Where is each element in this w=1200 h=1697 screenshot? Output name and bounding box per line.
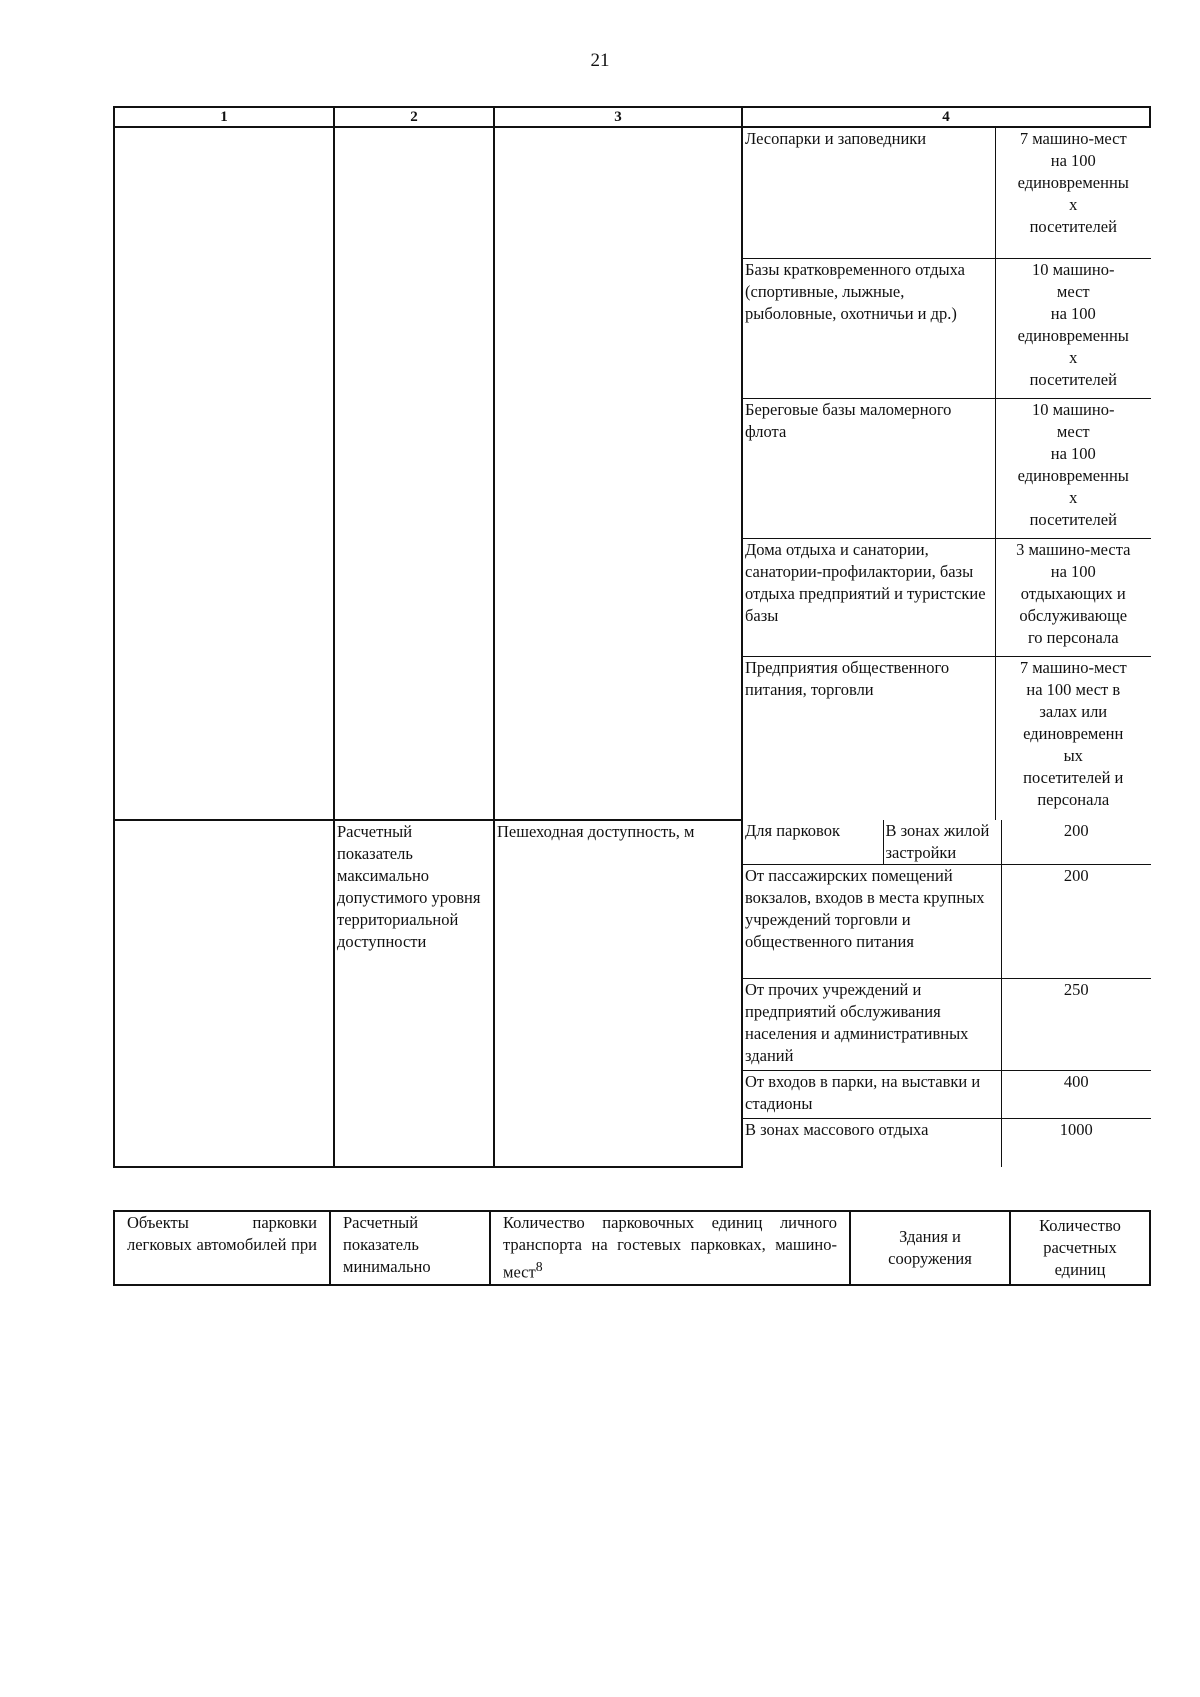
facility-name: Лесопарки и заповедники <box>743 128 995 258</box>
table-row <box>743 865 1151 979</box>
header-buildings: Здания и сооружения <box>850 1211 1010 1285</box>
header-quantity-text: Количество парковочных единиц личного транспорта на гостевых парковках, машино-мест <box>503 1213 837 1282</box>
access-label: От прочих учреждений и предприятий обслуживания населения и административных зданий <box>743 979 1001 1071</box>
parking-norm: 7 машино-мест на 100 единовременны х посетителей <box>995 128 1151 258</box>
main-table <box>113 106 1151 1168</box>
empty-cell <box>494 127 742 820</box>
access-label: В зонах массового отдыха <box>743 1119 1001 1167</box>
header-col-4: 4 <box>742 107 1150 127</box>
facility-name: Предприятия общественного питания, торговли <box>743 656 995 820</box>
next-table-header <box>113 1210 1151 1286</box>
access-value: 400 <box>1001 1071 1151 1119</box>
facility-name: Береговые базы маломерного флота <box>743 398 995 538</box>
empty-cell <box>114 820 334 1167</box>
table-row <box>743 1119 1151 1167</box>
table-row <box>114 1211 1150 1285</box>
access-label: От входов в парки, на выставки и стадионы <box>743 1071 1001 1119</box>
header-row <box>114 107 1150 127</box>
access-value: 200 <box>1001 865 1151 979</box>
page-number: 21 <box>590 50 610 71</box>
access-table <box>743 820 1151 1167</box>
table-row <box>743 128 1151 258</box>
access-sublabel: В зонах жилой застройки <box>883 820 1001 865</box>
footnote-mark: 8 <box>535 1259 543 1274</box>
access-section-row <box>114 820 1150 1167</box>
header-col-2: 2 <box>334 107 494 127</box>
facility-name: Дома отдыха и санатории, санатории-профилактории, базы отдыха предприятий и туристские базы <box>743 538 995 656</box>
table-row <box>743 538 1151 656</box>
table-row <box>743 656 1151 820</box>
parking-norm: 7 машино-мест на 100 мест в залах или единовременн ых посетителей и персонала <box>995 656 1151 820</box>
parking-norm: 10 машино- мест на 100 единовременны х посетителей <box>995 398 1151 538</box>
parking-norm: 10 машино- мест на 100 единовременны х посетителей <box>995 258 1151 398</box>
empty-cell <box>114 127 334 820</box>
header-col-3: 3 <box>494 107 742 127</box>
access-value: 250 <box>1001 979 1151 1071</box>
table-row <box>743 979 1151 1071</box>
access-label: Для парковок <box>743 820 883 865</box>
table-row <box>743 258 1151 398</box>
table-row <box>743 820 1151 865</box>
table-row <box>743 1071 1151 1119</box>
indicator-name: Расчетный показатель максимально допустимого уровня территориальной доступности <box>334 820 494 1167</box>
access-label: От пассажирских помещений вокзалов, входов в места крупных учреждений торговли и общественного питания <box>743 865 1001 979</box>
table-row <box>743 398 1151 538</box>
parking-norm: 3 машино-места на 100 отдыхающих и обслуживающе го персонала <box>995 538 1151 656</box>
header-objects: Объекты парковки легковых автомобилей при <box>114 1211 330 1285</box>
header-quantity <box>490 1211 850 1285</box>
indicator-unit: Пешеходная доступность, м <box>494 820 742 1167</box>
parking-section-row <box>114 127 1150 820</box>
header-indicator: Расчетный показатель минимально <box>330 1211 490 1285</box>
header-units: Количество расчетных единиц <box>1010 1211 1150 1285</box>
facility-name: Базы кратковременного отдыха (спортивные, лыжные, рыболовные, охотничьи и др.) <box>743 258 995 398</box>
empty-cell <box>334 127 494 820</box>
access-value: 200 <box>1001 820 1151 865</box>
parking-norms-table <box>743 128 1151 820</box>
header-col-1: 1 <box>114 107 334 127</box>
access-value: 1000 <box>1001 1119 1151 1167</box>
